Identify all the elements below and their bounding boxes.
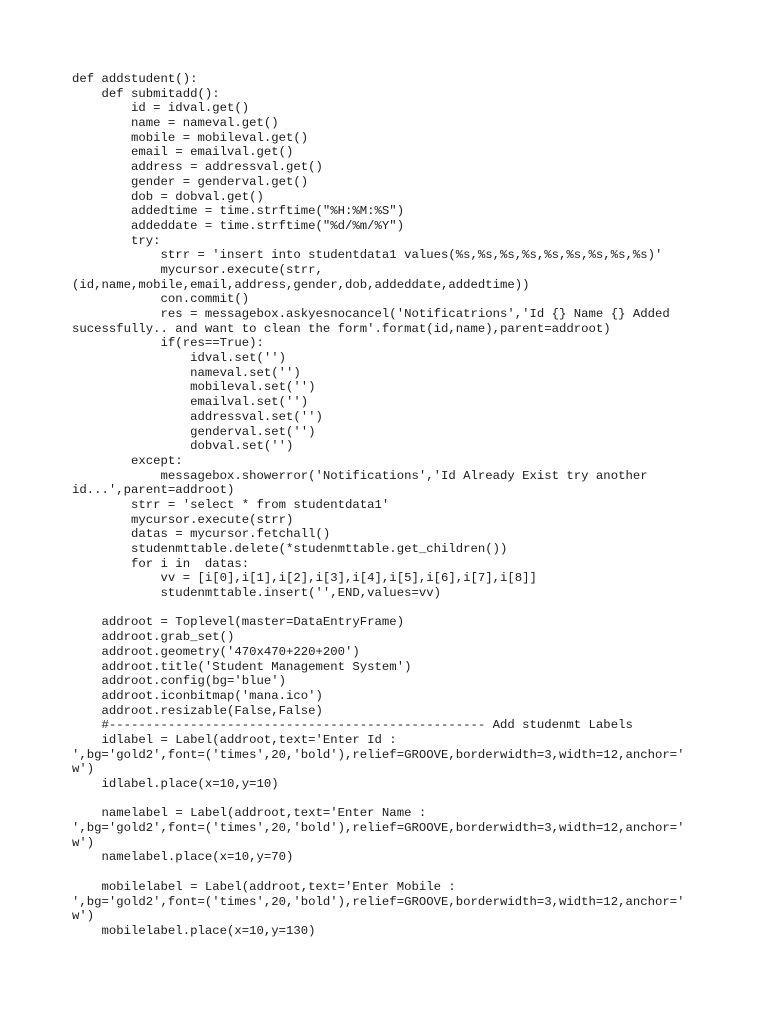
code-line: con.commit(): [72, 292, 250, 307]
code-line: id...',parent=addroot): [72, 483, 235, 498]
code-line: strr = 'insert into studentdata1 values(%s,%s,%s,%s,%s,%s,%s,%s,%s)': [72, 248, 663, 263]
code-line: addroot.title('Student Management System'): [72, 659, 412, 674]
code-line: mobile = mobileval.get(): [72, 130, 309, 145]
code-line: addroot.iconbitmap('mana.ico'): [72, 688, 323, 703]
code-line: except:: [72, 453, 183, 468]
code-line: addroot = Toplevel(master=DataEntryFrame): [72, 615, 405, 630]
code-line: def addstudent():: [72, 72, 198, 86]
code-line: w'): [72, 835, 95, 850]
code-line: mycursor.execute(strr): [72, 512, 294, 527]
code-line: [72, 601, 712, 616]
code-line: (id,name,mobile,email,address,gender,dob,addeddate,addedtime)): [72, 277, 530, 292]
code-listing: [72, 72, 712, 939]
code-line: datas = mycursor.fetchall(): [72, 527, 331, 542]
code-line: mobileval.set(''): [72, 380, 316, 395]
code-line: for i in datas:: [72, 556, 250, 571]
code-line: gender = genderval.get(): [72, 174, 309, 189]
code-line: [72, 865, 712, 880]
code-line: address = addressval.get(): [72, 160, 323, 175]
code-line: idval.set(''): [72, 351, 287, 366]
code-line: id = idval.get(): [72, 101, 250, 116]
code-line: addroot.resizable(False,False): [72, 703, 323, 718]
code-line: addroot.geometry('470x470+220+200'): [72, 644, 360, 659]
code-line: email = emailval.get(): [72, 145, 294, 160]
code-line: try:: [72, 233, 161, 248]
code-line: namelabel.place(x=10,y=70): [72, 850, 294, 865]
code-line: w'): [72, 762, 95, 777]
code-line: mobilelabel = Label(addroot,text='Enter Mobile :: [72, 879, 456, 894]
code-line: addressval.set(''): [72, 409, 323, 424]
code-line: addedtime = time.strftime("%H:%M:%S"): [72, 204, 405, 219]
code-line: nameval.set(''): [72, 365, 301, 380]
code-line: ',bg='gold2',font=('times',20,'bold'),relief=GROOVE,borderwidth=3,width=12,anchor=': [72, 894, 685, 909]
code-line: ',bg='gold2',font=('times',20,'bold'),relief=GROOVE,borderwidth=3,width=12,anchor=': [72, 821, 685, 836]
code-line: emailval.set(''): [72, 395, 309, 410]
code-line: vv = [i[0],i[1],i[2],i[3],i[4],i[5],i[6],i[7],i[8]]: [72, 571, 537, 586]
code-line: [72, 792, 712, 807]
code-line: idlabel.place(x=10,y=10): [72, 777, 279, 791]
code-line: if(res==True):: [72, 336, 264, 351]
code-line: res = messagebox.askyesnocancel('Notificatrions','Id {} Name {} Added: [72, 307, 670, 321]
code-line: dob = dobval.get(): [72, 189, 264, 204]
code-line: def submitadd():: [72, 86, 220, 101]
code-line: ',bg='gold2',font=('times',20,'bold'),relief=GROOVE,borderwidth=3,width=12,anchor=': [72, 747, 685, 762]
code-line: addroot.config(bg='blue'): [72, 674, 287, 689]
code-line: #--------------------------------------------------- Add studenmt Labels: [72, 718, 633, 733]
code-line: idlabel = Label(addroot,text='Enter Id :: [72, 732, 397, 747]
code-line: studenmttable.delete(*studenmttable.get_children()): [72, 542, 508, 556]
code-line: genderval.set(''): [72, 424, 316, 439]
code-line: addeddate = time.strftime("%d/%m/%Y"): [72, 218, 405, 233]
code-line: mobilelabel.place(x=10,y=130): [72, 923, 316, 938]
code-line: w'): [72, 909, 95, 924]
code-line: strr = 'select * from studentdata1': [72, 497, 390, 512]
code-line: addroot.grab_set(): [72, 630, 235, 645]
code-line: studenmttable.insert('',END,values=vv): [72, 586, 441, 601]
code-line: messagebox.showerror('Notifications','Id Already Exist try another: [72, 468, 648, 483]
code-line: namelabel = Label(addroot,text='Enter Name :: [72, 806, 427, 821]
code-line: name = nameval.get(): [72, 116, 279, 131]
code-line: sucessfully.. and want to clean the form'.format(id,name),parent=addroot): [72, 321, 611, 336]
code-line: dobval.set(''): [72, 439, 294, 454]
code-line: mycursor.execute(strr,: [72, 262, 323, 277]
